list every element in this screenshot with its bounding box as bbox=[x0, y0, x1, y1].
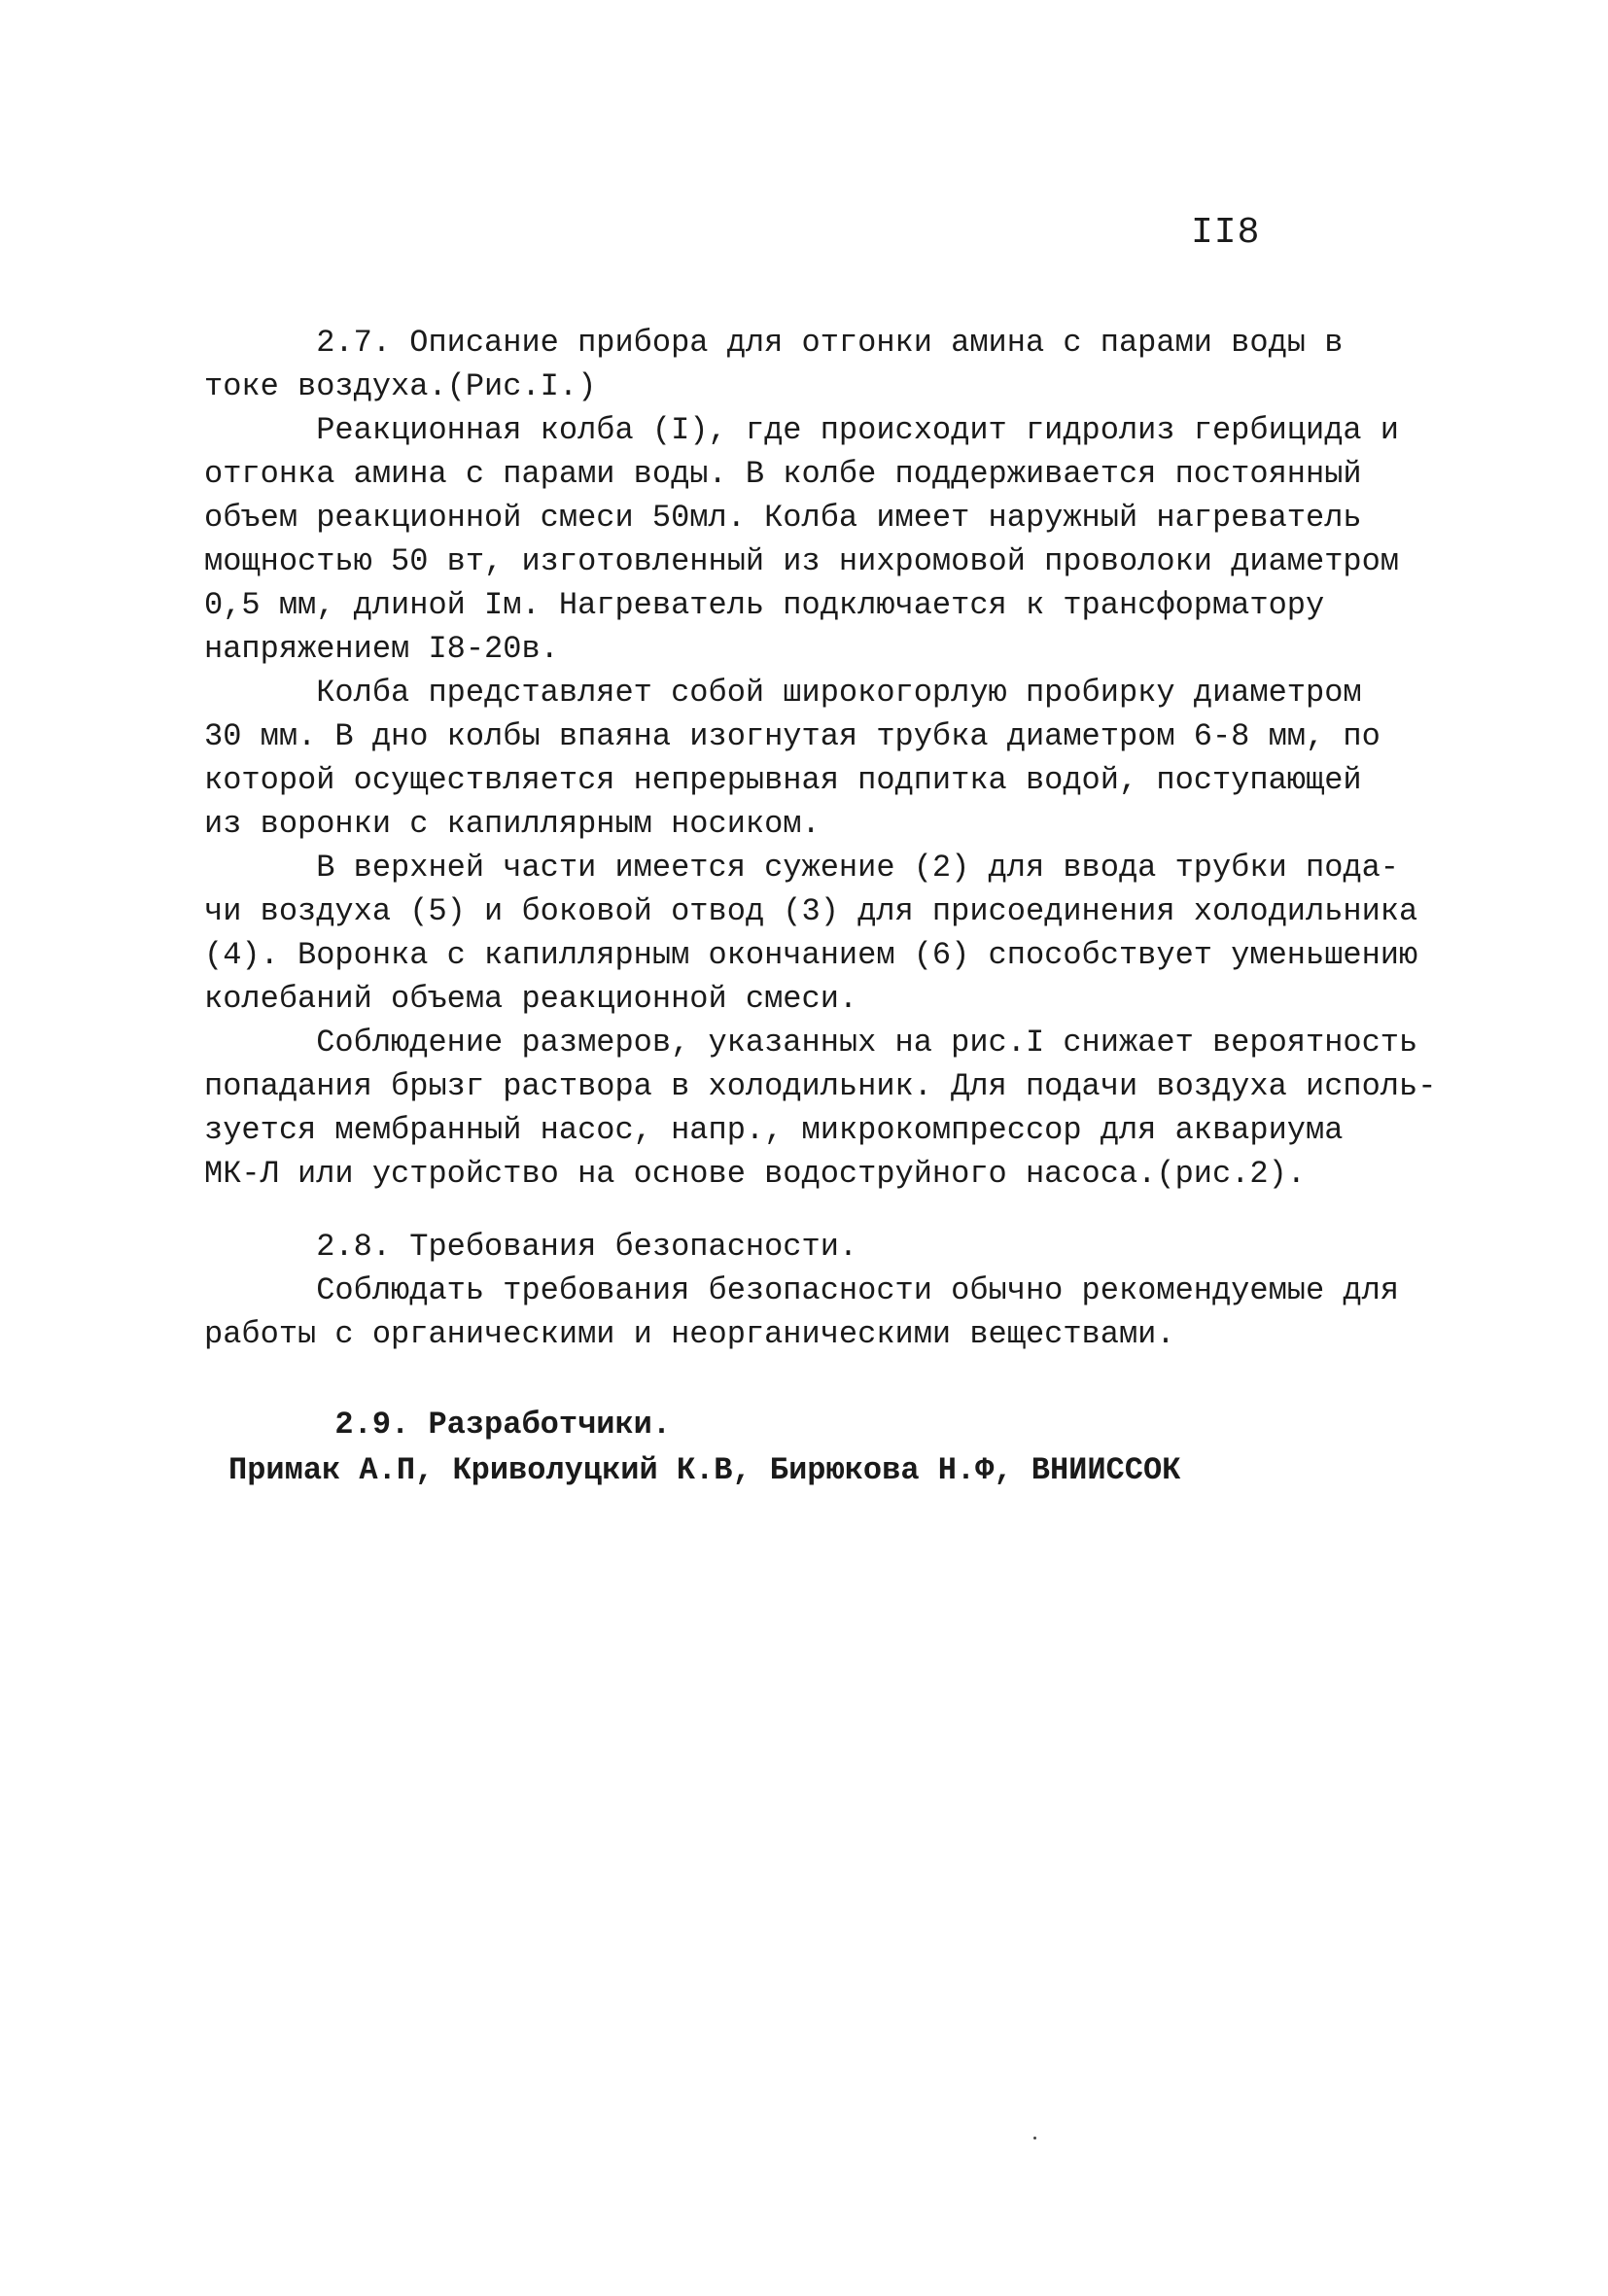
section-2-7 bbox=[204, 321, 1437, 1196]
text-line: чи воздуха (5) и боковой отвод (3) для присоединения холодильника bbox=[204, 893, 1418, 929]
text-line: работы с органическими и неорганическими веществами. bbox=[204, 1316, 1175, 1352]
text-line: колебаний объема реакционной смеси. bbox=[204, 981, 858, 1017]
text-line: Соблюдать требования безопасности обычно рекомендуемые для bbox=[204, 1272, 1399, 1308]
text-line: 2.8. Требования безопасности. bbox=[204, 1229, 858, 1265]
text-line: Колба представляет собой широкогорлую пробирку диаметром bbox=[204, 675, 1362, 711]
section-2-8 bbox=[204, 1225, 1410, 1356]
text-line: зуется мембранный насос, напр., микрокомпрессор для аквариума bbox=[204, 1112, 1344, 1148]
scan-speck bbox=[1033, 2137, 1036, 2139]
text-line: мощностью 50 вт, изготовленный из нихромовой проволоки диаметром bbox=[204, 543, 1399, 579]
authors-line: Примак А.П, Криволуцкий К.В, Бирюкова Н.Ф, ВНИИССОК bbox=[228, 1452, 1181, 1488]
page-number: II8 bbox=[1191, 212, 1261, 254]
text-line: напряжением I8-20в. bbox=[204, 631, 559, 667]
text-line: 2.7. Описание прибора для отгонки амина с парами воды в bbox=[204, 325, 1344, 361]
section-heading: 2.9. Разработчики. bbox=[204, 1407, 672, 1443]
text-line: 30 мм. В дно колбы впаяна изогнутая трубка диаметром 6-8 мм, по bbox=[204, 718, 1381, 754]
text-line: Реакционная колба (I), где происходит гидролиз гербицида и bbox=[204, 412, 1399, 448]
document-body bbox=[204, 321, 1437, 1495]
text-line: которой осуществляется непрерывная подпитка водой, поступающей bbox=[204, 762, 1362, 798]
section-2-9 bbox=[204, 1403, 1410, 1495]
section-spacer bbox=[204, 1196, 1410, 1225]
text-line: МК-Л или устройство на основе водоструйного насоса.(рис.2). bbox=[204, 1156, 1306, 1192]
text-line: Соблюдение размеров, указанных на рис.I снижает вероятность bbox=[204, 1025, 1418, 1061]
text-line: 0,5 мм, длиной Iм. Нагреватель подключается к трансформатору bbox=[204, 587, 1325, 623]
text-line: попадания брызг раствора в холодильник. Для подачи воздуха исполь- bbox=[204, 1068, 1437, 1104]
section-spacer bbox=[204, 1356, 1410, 1403]
text-line: объем реакционной смеси 50мл. Колба имеет наружный нагреватель bbox=[204, 500, 1362, 536]
text-line: (4). Воронка с капиллярным окончанием (6) способствует уменьшению bbox=[204, 937, 1418, 973]
text-line: токе воздуха.(Рис.I.) bbox=[204, 368, 597, 404]
text-line: отгонка амина с парами воды. В колбе поддерживается постоянный bbox=[204, 456, 1362, 492]
text-line: В верхней части имеется сужение (2) для ввода трубки пода- bbox=[204, 850, 1399, 886]
text-line: из воронки с капиллярным носиком. bbox=[204, 806, 821, 842]
